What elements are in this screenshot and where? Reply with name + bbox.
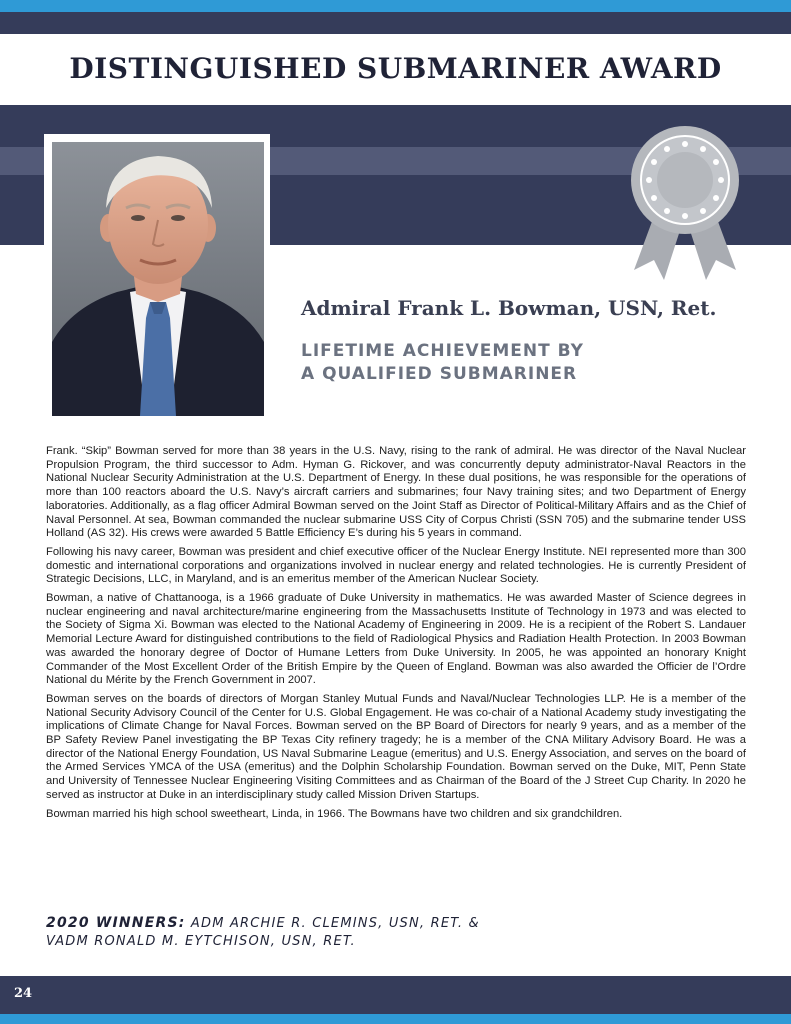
- top-accent-stripe: [0, 0, 791, 12]
- bio-paragraph-2: Following his navy career, Bowman was president and chief executive officer of the Nuclear Energy Institute. NEI represented more than 300 domestic and international corporations and organizations involved in nuclear energy and related technologies. He is currently President of Strategic Decisions, LLC, in Maryland, and is an emeritus member of the American Nuclear Society.: [46, 545, 746, 586]
- winners-line-2: VADM RONALD M. EYTCHISON, USN, RET.: [46, 934, 356, 949]
- award-category-line-2: A QUALIFIED SUBMARINER: [301, 364, 578, 384]
- honoree-name: Admiral Frank L. Bowman, USN, Ret.: [301, 296, 717, 320]
- page-number: 24: [14, 986, 33, 1001]
- portrait-photo: [52, 142, 264, 416]
- bio-paragraph-1: Frank. “Skip” Bowman served for more than 38 years in the U.S. Navy, rising to the rank of admiral. He was director of the Naval Nuclear Propulsion Program, the third successor to Adm. Hyman G. Rickover, and was concurrently deputy administrator-Naval Reactors in the National Nuclear Security Administration at the U.S. Department of Energy. In these dual positions, he was responsible for the operations of more than 100 reactors aboard the U.S. Navy’s aircraft carriers and submarines; four Navy training sites; and two Department of Energy laboratories. Additionally, as a flag officer Admiral Bowman served on the Joint Staff as Director of Political-Military Affairs and as the Chief of Naval Personnel. At sea, Bowman commanded the nuclear submarine USS City of Corpus Christi (SSN 705) and the submarine tender USS Holland (AS 32). His crews were awarded 5 Battle Efficiency E’s during his 5 years in command.: [46, 445, 746, 540]
- bio-paragraph-4: Bowman serves on the boards of directors of Morgan Stanley Mutual Funds and Naval/Nuclear Technologies LLP. He is a member of the National Security Advisory Council of the Center for U.S. Global Engagement. He was co-chair of a National Academy study investigating the implications of Climate Change for Naval Forces. Bowman served on the BP Board of Directors for nearly 9 years, and as a member of the BP Safety Review Panel investigating the BP Texas City refinery tragedy; he is a member of the CNA Military Advisory Board. He was a director of the National Energy Foundation, US Naval Submarine League (emeritus) and U.S. Energy Association, and serves on the board of the Armed Services YMCA of the USA (emeritus) and the Dolphin Scholarship Foundation. Bowman served on the Duke, MIT, Penn State and University of Tennessee Nuclear Engineering Visiting Committees and as Chairman of the Board of the J Street Cup Charity. In 2020 he served as instructor at Duke in an interdisciplinary study called Mission Driven Startups.: [46, 692, 746, 801]
- bio-paragraph-3: Bowman, a native of Chattanooga, is a 1966 graduate of Duke University in mathematics. He was awarded Master of Science degrees in nuclear engineering and naval architecture/marine engineering from the Massachusetts Institute of Technology in 1973 and was elected to the Society of Sigma Xi. Bowman was elected to the National Academy of Engineering in 2009. He is a recipient of the Robert S. Landauer Memorial Lecture Award for distinguished contributions to the field of Radiological Physics and Radiation Health Protection. In 2003 Bowman was awarded the honorary degree of Doctor of Humane Letters from Duke University. In 2005, he was appointed an honorary Knight Commander of the Most Excellent Order of the British Empire by the Queen of England. Bowman was also awarded the Officier de l’Ordre National du Mérite by the French Government in 2007.: [46, 592, 746, 687]
- award-category-line-1: LIFETIME ACHIEVEMENT BY: [301, 341, 584, 361]
- award-category: [301, 340, 584, 386]
- award-ribbon-icon: [620, 122, 750, 282]
- top-navy-band: [0, 12, 791, 34]
- award-title: DISTINGUISHED SUBMARINER AWARD: [69, 52, 722, 85]
- biography: [46, 445, 746, 826]
- bio-paragraph-5: Bowman married his high school sweetheart, Linda, in 1966. The Bowmans have two children and six grandchildren.: [46, 807, 623, 820]
- footer-band: [0, 976, 791, 1014]
- winners-line-1: ADM ARCHIE R. CLEMINS, USN, RET. &: [185, 916, 480, 931]
- bottom-accent-stripe: [0, 1014, 791, 1024]
- winners-label: 2020 WINNERS:: [46, 915, 186, 931]
- winners-note: [46, 914, 480, 951]
